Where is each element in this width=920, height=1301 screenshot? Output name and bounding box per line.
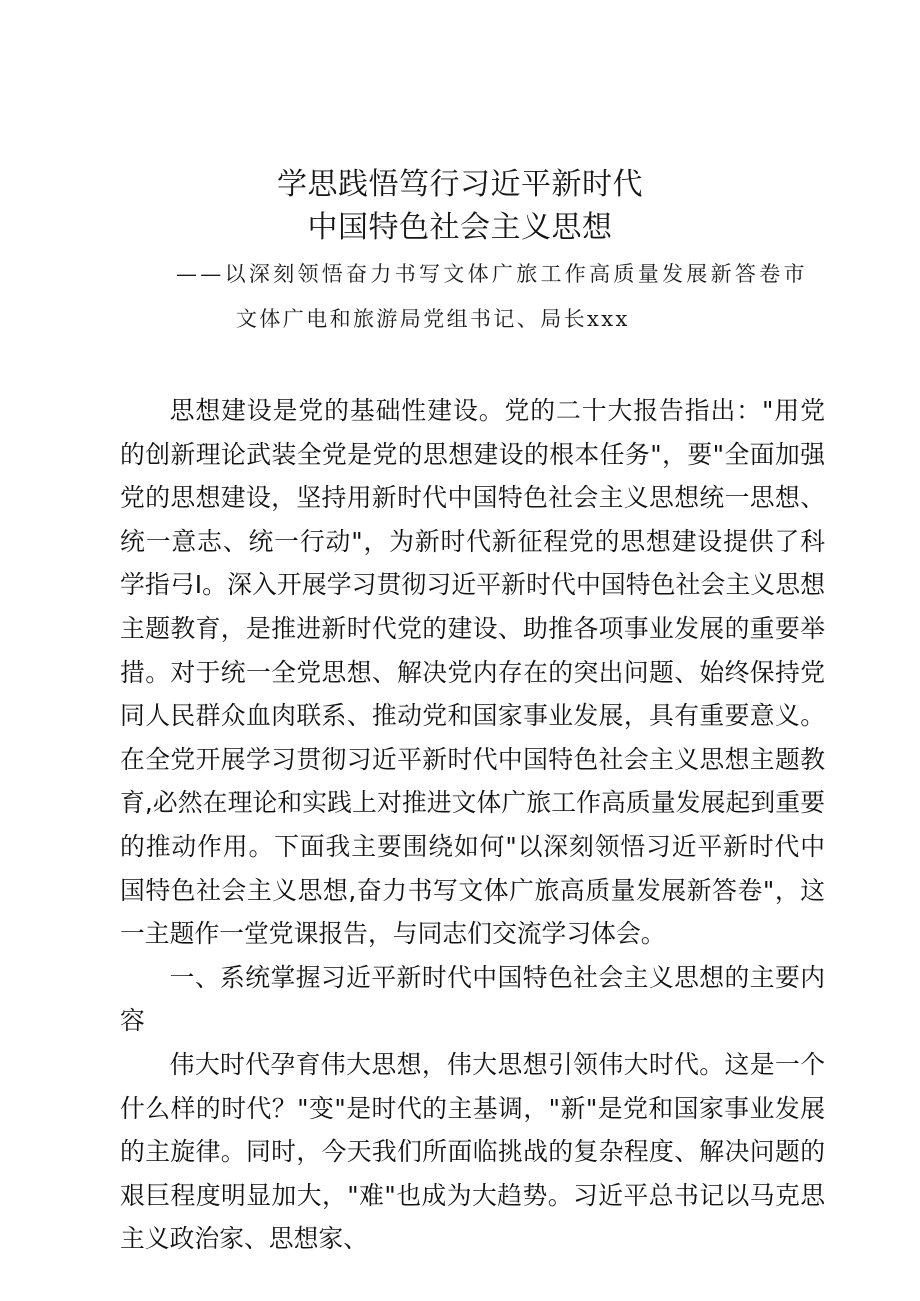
body-paragraph-intro: 思想建设是党的基础性建设。党的二十大报告指出："用党的创新理论武装全党是党的思想建设的根本任务"，要"全面加强党的思想建设，坚持用新时代中国特色社会主义思想统一思想、统一意志、统一行动"，为新时代新征程党的思想建设提供了科学指弓I。深入开展学习贯彻习近平新时代中国特色社会主义思想主题教育，是推进新时代党的建设、助推各项事业发展的重要举措。对于统一全党思想、解决党内存在的突出问题、始终保持党同人民群众血肉联系、推动党和国家事业发展，具有重要意义。在全党开展学习贯彻习近平新时代中国特色社会主义思想主题教育,必然在理论和实践上对推进文体广旅工作高质量发展起到重要的推动作用。下面我主要围绕如何"以深刻领悟习近平新时代中国特色社会主义思想,奋力书写文体广旅高质量发展新答卷"，这一主题作一堂党课报告，与同志们交流学习体会。	[120, 396, 825, 949]
document-body	[120, 389, 825, 1261]
section-heading-1: 一、系统掌握习近平新时代中国特色社会主义思想的主要内容	[120, 962, 825, 1036]
document-subtitle-line-1: ——以深刻领悟奋力书写文体广旅工作高质量发展新答卷市	[176, 262, 808, 286]
document-title-line-1: 学思践悟笃行习近平新时代	[277, 167, 643, 202]
document-author-line: 文体广电和旅游局党组书记、局长xxx	[236, 307, 630, 331]
document-title-line-2: 中国特色社会主义思想	[307, 210, 613, 245]
body-paragraph-section-1: 伟大时代孕育伟大思想，伟大思想引领伟大时代。这是一个什么样的时代？"变"是时代的主基调，"新"是党和国家事业发展的主旋律。同时，今天我们所面临挑战的复杂程度、解决问题的艰巨程度明显加大，"难"也成为大趋势。习近平总书记以马克思主义政治家、思想家、	[120, 1049, 825, 1254]
